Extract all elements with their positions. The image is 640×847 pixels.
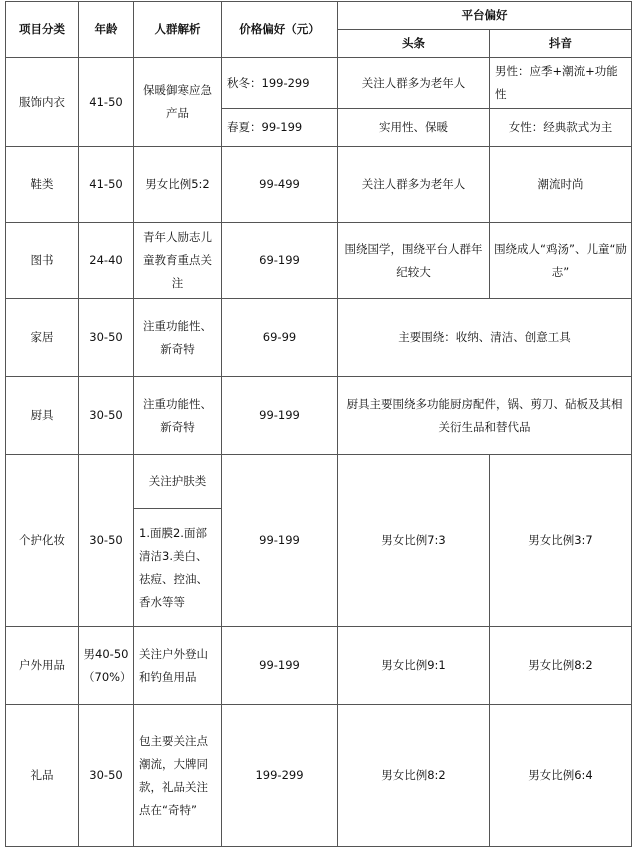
- cell-price: 春夏：99-199: [222, 109, 338, 147]
- cell-price: 99-199: [222, 627, 338, 705]
- cell-age: 41-50: [79, 147, 134, 223]
- header-row: [6, 2, 632, 30]
- cell-audience: 注重功能性、新奇特: [134, 299, 222, 377]
- cell-price: 99-499: [222, 147, 338, 223]
- cell-douyin: 潮流时尚: [490, 147, 632, 223]
- cell-platform: 厨具主要围绕多功能厨房配件，锅、剪刀、砧板及其相关衍生品和替代品: [338, 377, 632, 455]
- header-age: 年龄: [79, 2, 134, 58]
- cell-age: 30-50: [79, 299, 134, 377]
- table-row: [6, 147, 632, 223]
- cell-category: 厨具: [6, 377, 79, 455]
- cell-age: 男40-50（70%）: [79, 627, 134, 705]
- cell-toutiao: 关注人群多为老年人: [338, 147, 490, 223]
- table-row: [6, 299, 632, 377]
- cell-douyin: 围绕成人“鸡汤”、儿童“励志”: [490, 223, 632, 299]
- header-douyin: 抖音: [490, 30, 632, 58]
- table-row: [6, 223, 632, 299]
- cell-toutiao: 男女比例8:2: [338, 705, 490, 847]
- table-row: [6, 455, 632, 509]
- cell-toutiao: 实用性、保暖: [338, 109, 490, 147]
- cell-price: 99-199: [222, 377, 338, 455]
- cell-category: 个护化妆: [6, 455, 79, 627]
- cell-toutiao: 男女比例9:1: [338, 627, 490, 705]
- cell-price: 秋冬：199-299: [222, 58, 338, 109]
- header-price: 价格偏好（元）: [222, 2, 338, 58]
- cell-toutiao: 围绕国学，围绕平台人群年纪较大: [338, 223, 490, 299]
- cell-platform: 主要围绕：收纳、清洁、创意工具: [338, 299, 632, 377]
- cell-audience: 保暖御寒应急产品: [134, 58, 222, 147]
- cell-douyin: 女性：经典款式为主: [490, 109, 632, 147]
- cell-price: 199-299: [222, 705, 338, 847]
- table-row: [6, 58, 632, 109]
- cell-category: 鞋类: [6, 147, 79, 223]
- cell-audience: 男女比例5:2: [134, 147, 222, 223]
- table-row: [6, 627, 632, 705]
- cell-category: 服饰内衣: [6, 58, 79, 147]
- cell-category: 家居: [6, 299, 79, 377]
- cell-category: 户外用品: [6, 627, 79, 705]
- table-row: [6, 377, 632, 455]
- preference-table: [5, 1, 632, 847]
- cell-audience: 关注护肤类: [134, 455, 222, 509]
- cell-douyin: 男女比例6:4: [490, 705, 632, 847]
- cell-audience: 包主要关注点潮流，大牌同款，礼品关注点在“奇特”: [134, 705, 222, 847]
- cell-audience-detail: 1.面膜2.面部清洁3.美白、祛痘、控油、香水等等: [134, 509, 222, 627]
- header-category: 项目分类: [6, 2, 79, 58]
- cell-age: 41-50: [79, 58, 134, 147]
- header-platform: 平台偏好: [338, 2, 632, 30]
- cell-age: 30-50: [79, 455, 134, 627]
- cell-douyin: 男性：应季+潮流+功能性: [490, 58, 632, 109]
- cell-age: 24-40: [79, 223, 134, 299]
- cell-toutiao: 男女比例7:3: [338, 455, 490, 627]
- cell-audience: 青年人励志儿童教育重点关注: [134, 223, 222, 299]
- header-toutiao: 头条: [338, 30, 490, 58]
- cell-age: 30-50: [79, 377, 134, 455]
- cell-price: 69-199: [222, 223, 338, 299]
- cell-price: 99-199: [222, 455, 338, 627]
- cell-toutiao: 关注人群多为老年人: [338, 58, 490, 109]
- table-row: [6, 705, 632, 847]
- cell-price: 69-99: [222, 299, 338, 377]
- header-audience: 人群解析: [134, 2, 222, 58]
- cell-audience: 关注户外登山和钓鱼用品: [134, 627, 222, 705]
- cell-douyin: 男女比例8:2: [490, 627, 632, 705]
- cell-category: 图书: [6, 223, 79, 299]
- cell-audience: 注重功能性、新奇特: [134, 377, 222, 455]
- cell-category: 礼品: [6, 705, 79, 847]
- cell-douyin: 男女比例3:7: [490, 455, 632, 627]
- cell-age: 30-50: [79, 705, 134, 847]
